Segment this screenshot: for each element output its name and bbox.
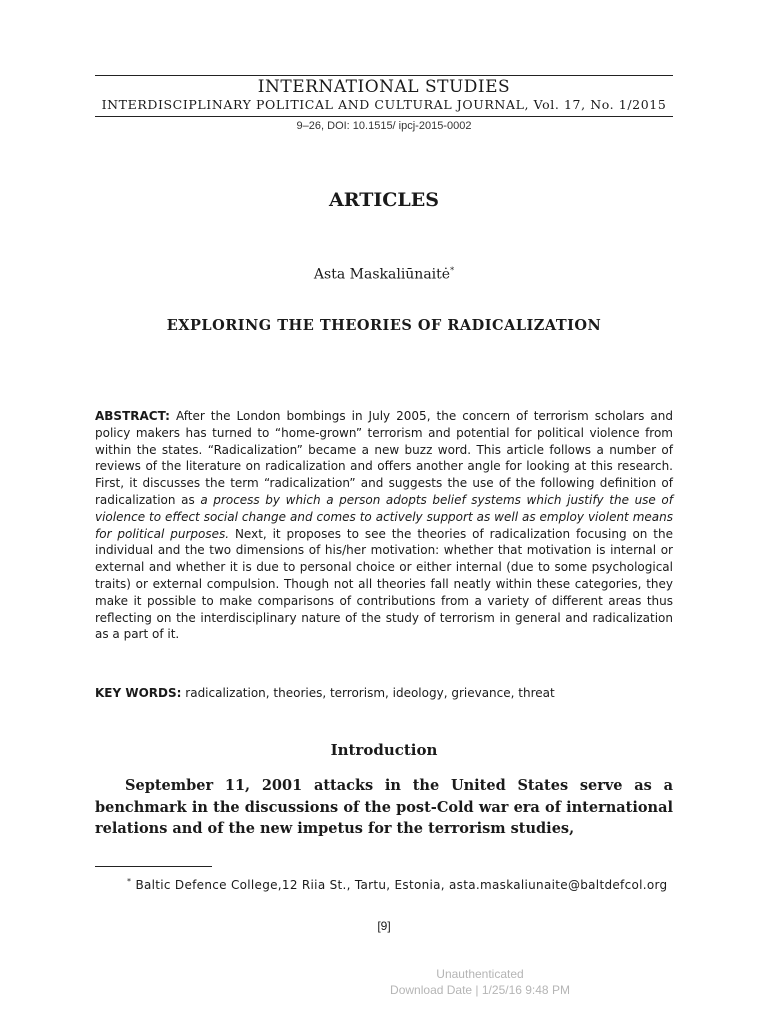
keywords-text: radicalization, theories, terrorism, ideology, grievance, threat xyxy=(185,686,555,700)
section-heading: ARTICLES xyxy=(329,189,439,211)
footnote-rule xyxy=(95,866,212,867)
doi-line: 9–26, DOI: 10.1515/ ipcj-2015-0002 xyxy=(296,120,472,132)
journal-title: INTERNATIONAL STUDIES xyxy=(257,77,511,97)
footnote-mark: * xyxy=(127,877,132,886)
footnote xyxy=(95,873,673,894)
abstract xyxy=(95,408,673,643)
introduction-text: September 11, 2001 attacks in the United States serve as a benchmark in the discussions of the post-Cold war era of international relations and of the new impetus for the terrorism studies, xyxy=(95,777,673,837)
watermark-line-1: Unauthenticated xyxy=(436,967,524,981)
abstract-text-1: After the London bombings in July 2005, the concern of terrorism scholars and policy makers has turned to “home-grown” terrorism and potential for political violence from within the states. “Radicalization” became a new buzz word. This article follows a number of reviews of the literature on radicalization and offers another angle for looking at this research. First, it discusses the term “radicalization” and suggests the use of the following definition of radicalization as xyxy=(95,409,673,507)
author-line xyxy=(95,266,673,283)
footnote-text: Baltic Defence College,12 Riia St., Tartu, Estonia, asta.maskaliunaite@baltdefcol.org xyxy=(135,878,668,892)
abstract-text-2: Next, it proposes to see the theories of radicalization focusing on the individual and the two dimensions of his/her motivation: whether that motivation is internal or external and whether it is due to personal choice or either internal (due to some psychological traits) or external compulsion. Though not all theories fall neatly within these categories, they make it possible to make comparisons of contributions from a variety of different areas thus reflecting on the interdisciplinary nature of the study of terrorism in general and radicalization as a part of it. xyxy=(95,526,673,642)
keywords-label: KEY WORDS: xyxy=(95,686,182,700)
author-name: Asta Maskaliūnaitė xyxy=(313,266,451,283)
author-footnote-mark: * xyxy=(450,266,455,275)
abstract-label: ABSTRACT: xyxy=(95,409,170,423)
header-top-rule xyxy=(95,75,673,76)
header-bottom-rule xyxy=(95,116,673,117)
article-title: EXPLORING THE THEORIES OF RADICALIZATION xyxy=(166,317,602,334)
keywords xyxy=(95,685,673,701)
page-number: [9] xyxy=(377,919,391,933)
journal-subtitle: INTERDISCIPLINARY POLITICAL AND CULTURAL JOURNAL, Vol. 17, No. 1/2015 xyxy=(101,97,667,112)
watermark-line-2: Download Date | 1/25/16 9:48 PM xyxy=(390,983,570,997)
abstract-definition: a process by which a person adopts belief systems which justify the use of violence to effect social change and comes to actively support as well as employ violent means for political purposes. xyxy=(95,492,673,541)
introduction-heading: Introduction xyxy=(330,741,438,759)
